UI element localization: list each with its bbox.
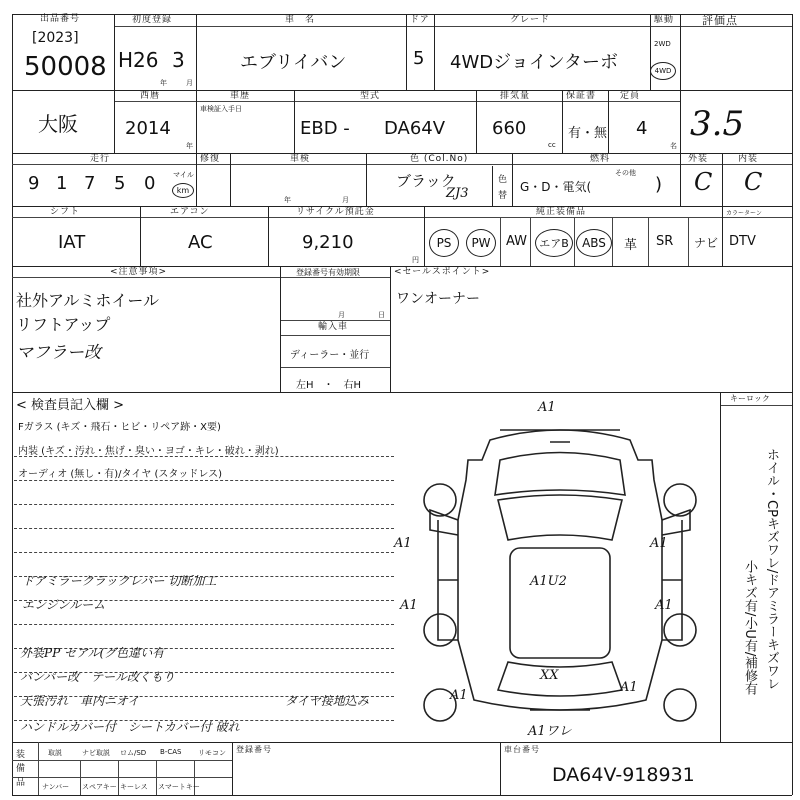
door-label: ドア <box>410 15 430 25</box>
first-reg-era: H26 <box>118 48 159 72</box>
reg-note: 車検証入手日 <box>200 105 242 113</box>
reg-expiry-day: 日 <box>378 311 385 319</box>
inspector-note: ハンドルカバー付 シートカバー付 破れ <box>20 720 240 734</box>
equip-ps: PS <box>429 229 459 257</box>
model-prefix: EBD - <box>300 118 350 139</box>
footer-item: スマートキー <box>158 783 200 791</box>
warranty-label: 保証書 <box>566 91 597 101</box>
grade: 4WDジョインターボ <box>450 52 619 73</box>
lot-number: 50008 <box>24 52 107 82</box>
capacity: 4 <box>636 118 648 139</box>
interior-label: 内装 <box>738 154 759 164</box>
recycle-fee: 9,210 <box>302 232 354 253</box>
import-label: 輸入車 <box>318 322 349 332</box>
inspector-line-audio: オーディオ (無し・有)/タイヤ (スタッドレス) <box>18 469 223 480</box>
mileage-digit: 7 <box>84 173 96 194</box>
lot-label: 出品番号 <box>40 14 81 24</box>
damage-mark: A1 <box>450 688 468 703</box>
frame-number-label: 車台番号 <box>504 745 540 754</box>
carry-label: カラーターン <box>726 210 762 217</box>
inspection-label: 車検 <box>290 154 311 164</box>
car-name: エブリイバン <box>240 52 347 73</box>
warranty: 有・無 <box>568 126 608 141</box>
inspector-note: 天張汚れ 車内ニオイ <box>20 694 140 708</box>
reg-expiry-label: 登録番号有効期限 <box>296 268 360 277</box>
score-label: 評価点 <box>702 14 738 27</box>
capacity-unit: 名 <box>670 142 677 150</box>
first-reg-label: 初度登録 <box>132 15 173 25</box>
footer-item: スペアキー <box>82 783 117 791</box>
score: 3.5 <box>690 104 745 144</box>
caution-line: マフラー改 <box>16 343 101 363</box>
damage-mark: A1 <box>394 536 412 551</box>
footer-item: ロム/SD <box>120 749 147 757</box>
color-code: ZJ3 <box>446 186 469 201</box>
color-label: 色 (Col.No) <box>410 154 469 164</box>
model-year: 2014 <box>125 118 171 139</box>
equip-abs: ABS <box>576 229 612 257</box>
door-count: 5 <box>413 48 425 69</box>
caution-label: <注意事項> <box>110 267 168 277</box>
yen-unit: 円 <box>412 256 419 264</box>
footer-item: ナンバー <box>42 783 70 791</box>
damage-mark: XX <box>540 668 559 683</box>
damage-mark: A1 <box>655 598 673 613</box>
inspector-line-glass: Fガラス (キズ・飛石・ヒビ・リペア跡・X要) <box>18 422 221 433</box>
footer-item: 取説 <box>48 749 62 757</box>
year-unit: 年 <box>160 79 167 87</box>
footer-item: リモコン <box>198 749 226 757</box>
reg-expiry-month: 月 <box>338 311 345 319</box>
side-legend-2: 小キズ有/小U有/補修有 <box>742 560 757 696</box>
equip-dtv: DTV <box>729 234 756 249</box>
footer-item: キーレス <box>120 783 148 791</box>
drive-label: 駆動 <box>654 15 675 25</box>
month-unit: 月 <box>186 79 193 87</box>
sales-point-label: <セールスポイント> <box>394 267 491 277</box>
first-reg-month: 3 <box>172 48 185 72</box>
equip-sr: SR <box>656 234 674 249</box>
keylock-label: キーロック <box>730 394 770 403</box>
footer-item: B-CAS <box>160 748 182 756</box>
recycle-label: リサイクル預託金 <box>296 207 375 217</box>
exterior-label: 外装 <box>688 154 709 164</box>
model-code: DA64V <box>384 118 446 139</box>
interior-grade: C <box>744 168 763 196</box>
damage-mark: A1 <box>400 598 418 613</box>
inspector-note: タイヤ接地込み <box>285 694 369 708</box>
grade-label: グレード <box>510 15 551 25</box>
color: ブラック <box>396 172 456 190</box>
year-tag: [2023] <box>32 30 79 46</box>
inspector-note: 外装PP セアル(グ色違い有 <box>20 646 165 660</box>
inspection-month-unit: 月 <box>342 196 349 204</box>
capacity-label: 定員 <box>620 91 641 101</box>
caution-line: リフトアップ <box>16 315 111 334</box>
damage-mark: A1U2 <box>530 574 567 589</box>
drive-2wd: 2WD <box>654 40 671 48</box>
fuel-label: 燃料 <box>590 154 611 164</box>
damage-mark: A1ワレ <box>528 724 572 739</box>
fuel-close: ) <box>655 174 663 195</box>
sales-point: ワンオーナー <box>396 291 480 307</box>
inspector-note: バンパー改 テール改くもり <box>20 670 175 684</box>
inspection-year-unit: 年 <box>284 196 291 204</box>
displacement: 660 <box>492 118 527 139</box>
car-history-label: 車歴 <box>230 91 251 101</box>
km-unit-circled: km <box>172 183 194 198</box>
damage-mark: A1 <box>620 680 638 695</box>
mileage-digit: 0 <box>144 173 156 194</box>
inspector-note: ドアミラークラックレバー 切断加工 <box>22 574 217 588</box>
mileage-digit: 9 <box>28 173 40 194</box>
frame-number: DA64V-918931 <box>552 764 695 786</box>
exterior-grade: C <box>694 168 713 196</box>
car-body-diagram <box>400 400 720 740</box>
model-year-unit: 年 <box>186 142 193 150</box>
equip-airbag: エアB <box>535 229 573 257</box>
car-name-label: 車 名 <box>285 15 316 25</box>
damage-mark: A1 <box>650 536 668 551</box>
mileage-digits <box>20 170 170 200</box>
side-legend: ホイル・CPキズワレ/ドアミラーキズワレ <box>764 448 779 691</box>
equip-navi: ナビ <box>694 236 719 250</box>
aircon: AC <box>188 232 213 253</box>
drive-4wd-circled: 4WD <box>650 62 676 80</box>
mileage-label: 走行 <box>90 154 111 164</box>
mile-unit: マイル <box>173 171 194 179</box>
inspector-line-interior: 内装 (キズ・汚れ・焦げ・臭い・ヨゴ・キレ・破れ・剥れ) <box>18 446 279 457</box>
model-label: 型式 <box>360 91 381 101</box>
caution-line: 社外アルミホイール <box>16 291 160 310</box>
mileage-digit: 1 <box>56 173 68 194</box>
equipment-label: 純正装備品 <box>536 207 587 217</box>
cc-unit: cc <box>548 141 556 149</box>
handle-side: 左H ・ 右H <box>296 380 362 391</box>
color-change-2: 替 <box>498 191 508 201</box>
equip-pw: PW <box>466 229 496 257</box>
shift-label: シフト <box>50 207 81 217</box>
reg-number-label: 登録番号 <box>236 745 272 754</box>
aircon-label: エアコン <box>170 207 210 217</box>
displacement-label: 排気量 <box>500 91 531 101</box>
equip-leather: 革 <box>624 238 638 253</box>
shift: IAT <box>58 232 86 253</box>
import-options: ディーラー・並行 <box>290 350 370 361</box>
inspector-note: エンジンルーム <box>22 598 106 612</box>
damage-mark: A1 <box>538 400 556 415</box>
color-change-1: 色 <box>498 175 508 185</box>
inspector-title: < 検査員記入欄 > <box>16 398 125 413</box>
fuel-other-label: その他 <box>615 169 636 177</box>
equip-aw: AW <box>506 234 528 249</box>
mileage-digit: 5 <box>114 173 126 194</box>
footer-item: ナビ取説 <box>82 749 110 757</box>
footer-equip-header: 装備品 <box>16 750 26 788</box>
region: 大阪 <box>38 112 78 136</box>
fuel: G・D・電気( <box>520 180 592 194</box>
repair-label: 修復 <box>200 154 221 164</box>
seireki-label: 西暦 <box>140 91 161 101</box>
